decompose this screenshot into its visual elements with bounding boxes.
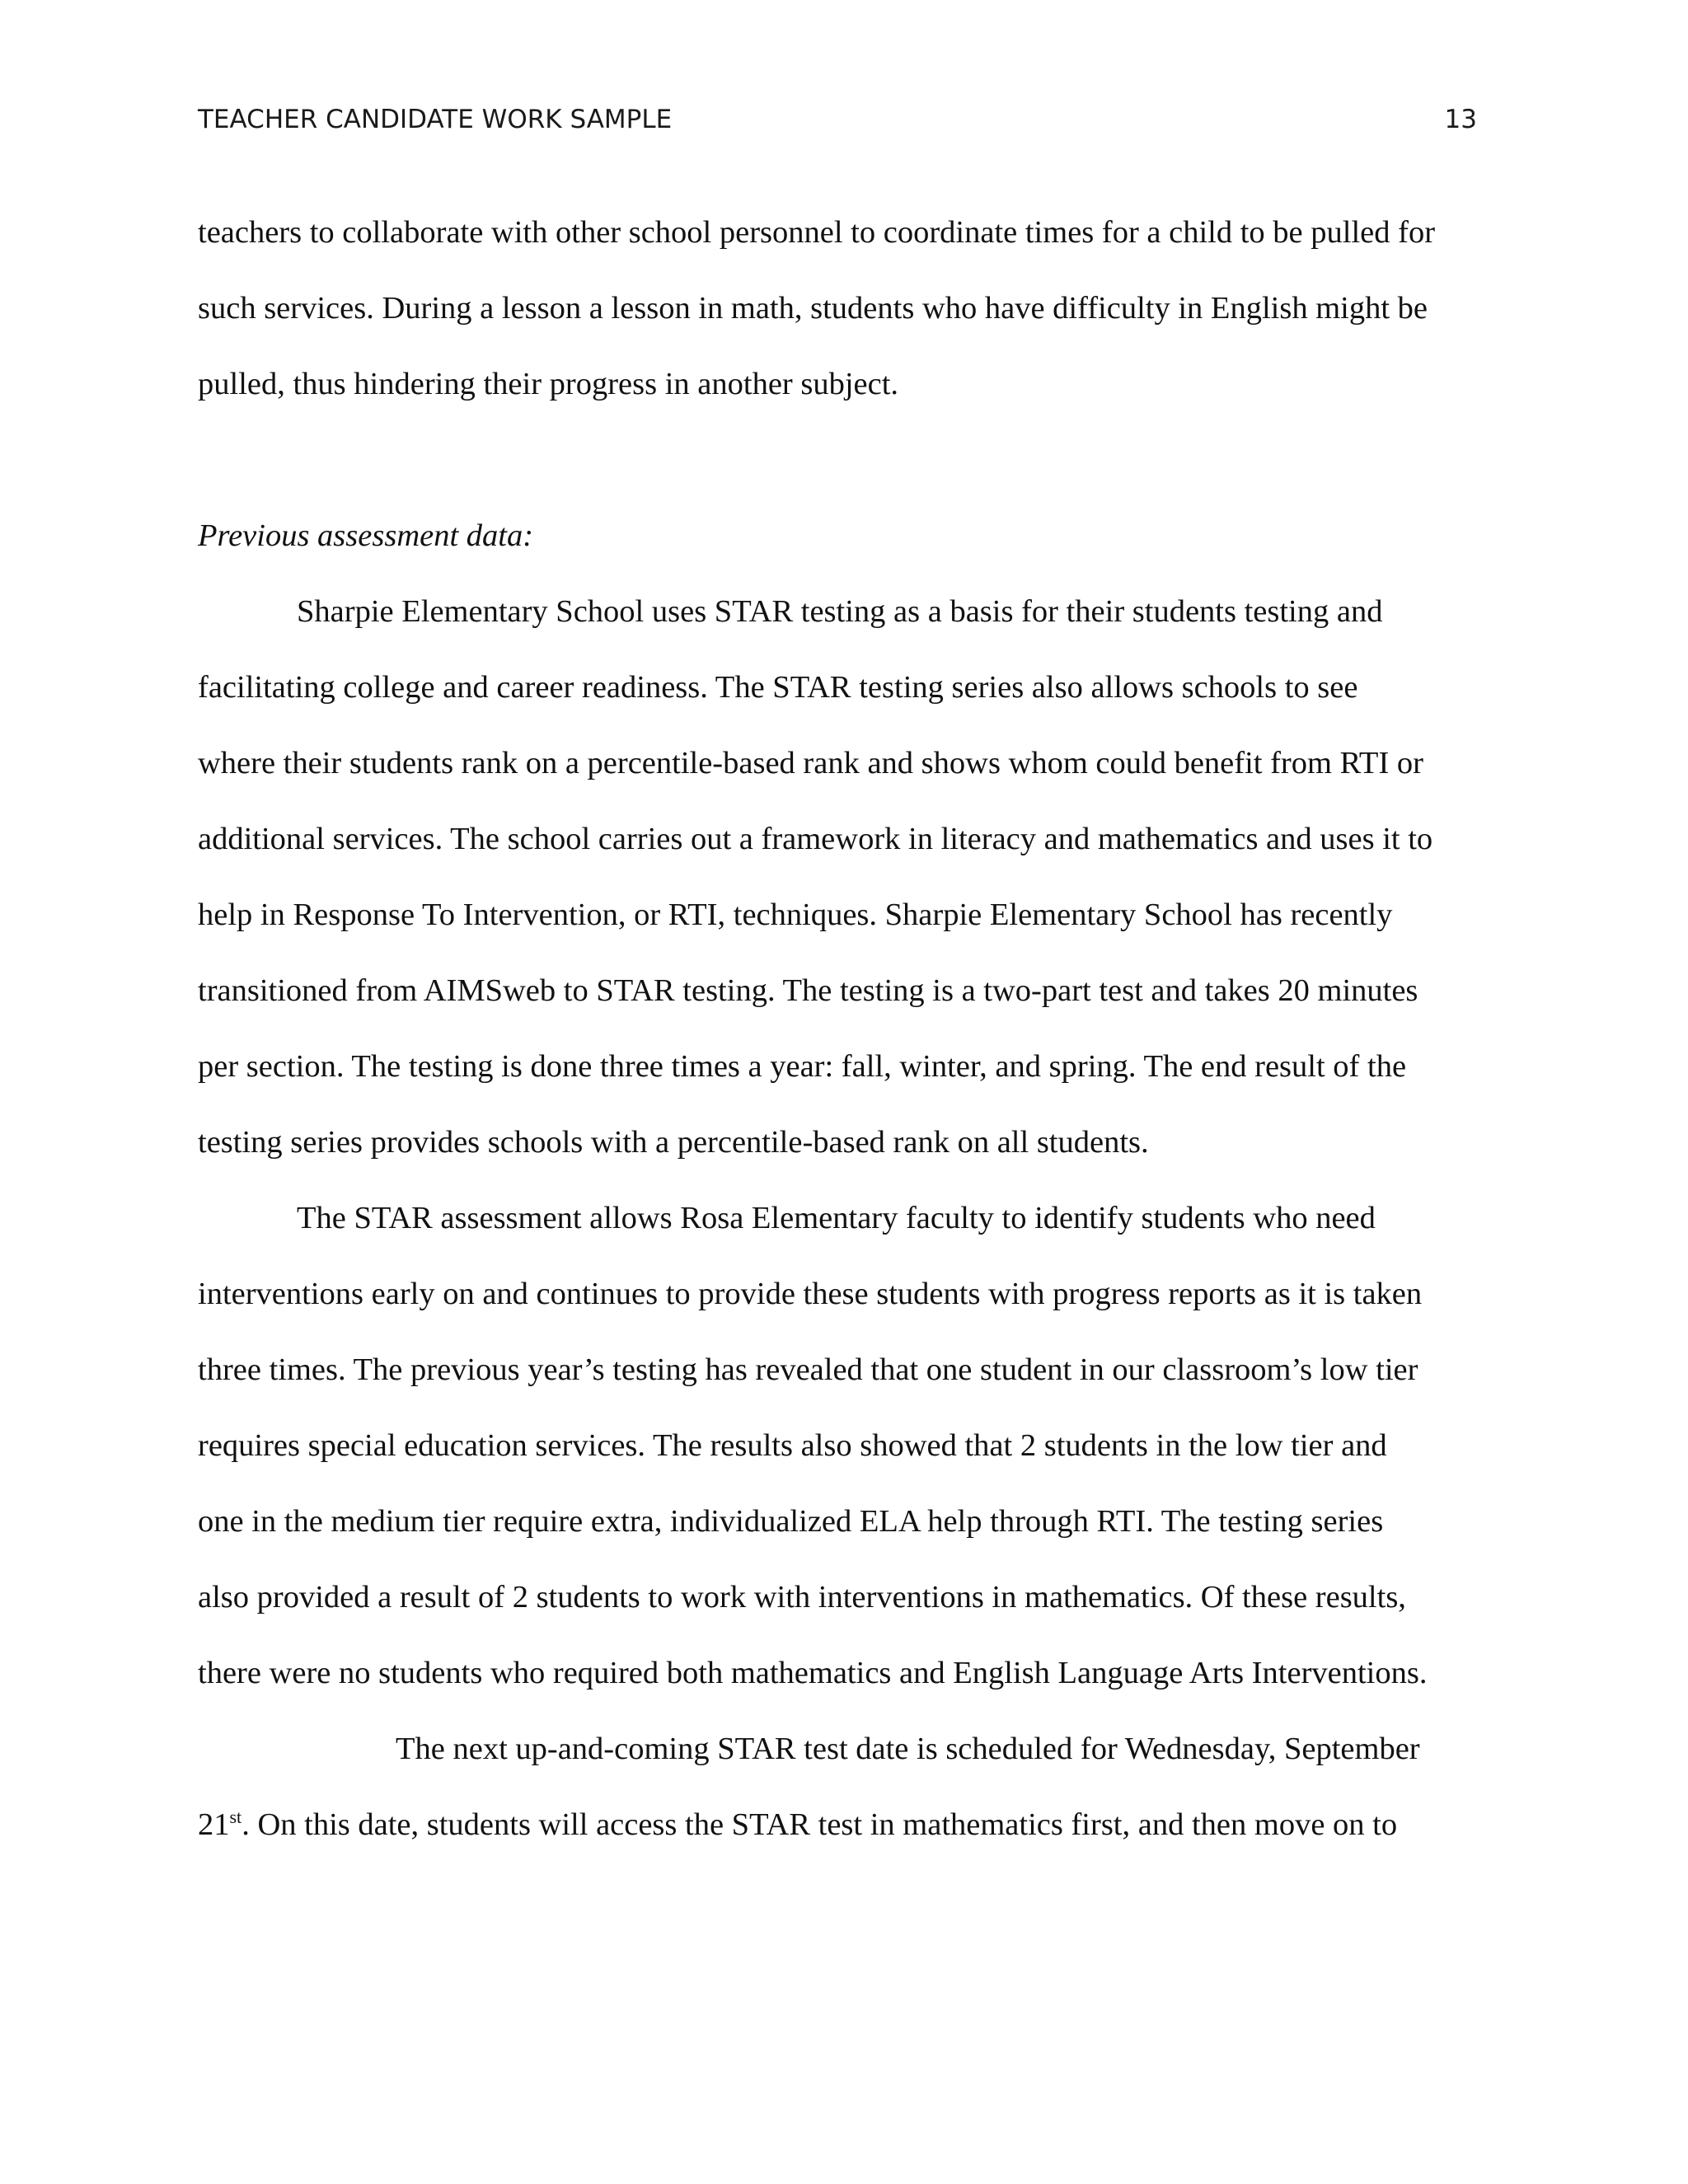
page-number: 13 [1444, 105, 1477, 134]
section-heading-paragraph [198, 498, 1484, 574]
text-line: additional services. The school carries out a framework in literacy and mathematics and uses it to [198, 822, 1433, 856]
text-line: where their students rank on a percentile-based rank and shows whom could benefit from RTI or [198, 746, 1423, 780]
text-line: pulled, thus hindering their progress in another subject. [198, 367, 899, 401]
continued-paragraph [198, 194, 1484, 422]
date-ordinal-suffix: st [229, 1807, 242, 1827]
text-line-content: Sharpie Elementary School uses STAR testing as a basis for their students testing and [297, 594, 1383, 629]
paragraph-star-testing [198, 574, 1484, 1180]
text-line-content: . On this date, students will access the STAR test in mathematics first, and then move on to [241, 1807, 1398, 1842]
paragraph-star-assessment [198, 1180, 1484, 1711]
text-line: help in Response To Intervention, or RTI, techniques. Sharpie Elementary School has recently [198, 898, 1393, 932]
text-line: such services. During a lesson a lesson in math, students who have difficulty in English might be [198, 291, 1428, 326]
paragraph-next-test-date [198, 1711, 1484, 1863]
running-header [198, 99, 1477, 140]
text-line: teachers to collaborate with other school personnel to coordinate times for a child to be pulled for [198, 215, 1436, 250]
section-heading: Previous assessment data: [198, 518, 534, 553]
text-line [198, 574, 1484, 649]
body-text [198, 194, 1484, 1863]
text-line-content: The STAR assessment allows Rosa Elementary faculty to identify students who need [297, 1201, 1376, 1235]
running-head-title: TEACHER CANDIDATE WORK SAMPLE [198, 105, 673, 134]
text-line: per section. The testing is done three times a year: fall, winter, and spring. The end result of the [198, 1049, 1407, 1084]
text-line [198, 1787, 1484, 1863]
text-line: facilitating college and career readiness. The STAR testing series also allows schools to see [198, 670, 1358, 705]
text-line: there were no students who required both mathematics and English Language Arts Interventions. [198, 1656, 1428, 1690]
text-line [198, 1711, 1484, 1787]
text-line: testing series provides schools with a percentile-based rank on all students. [198, 1125, 1149, 1160]
text-line: one in the medium tier require extra, individualized ELA help through RTI. The testing series [198, 1504, 1384, 1539]
text-line: also provided a result of 2 students to work with interventions in mathematics. Of these results, [198, 1580, 1406, 1615]
text-line-content: The next up-and-coming STAR test date is scheduled for Wednesday, September [396, 1732, 1420, 1766]
date-number: 21 [198, 1807, 230, 1842]
text-line: three times. The previous year’s testing has revealed that one student in our classroom’s low tier [198, 1352, 1418, 1387]
paragraph-spacer [198, 422, 1484, 498]
text-line [198, 1180, 1484, 1256]
text-line: transitioned from AIMSweb to STAR testing. The testing is a two-part test and takes 20 minutes [198, 973, 1418, 1008]
text-line: interventions early on and continues to provide these students with progress reports as it is taken [198, 1277, 1423, 1311]
text-line: requires special education services. The results also showed that 2 students in the low tier and [198, 1428, 1387, 1463]
